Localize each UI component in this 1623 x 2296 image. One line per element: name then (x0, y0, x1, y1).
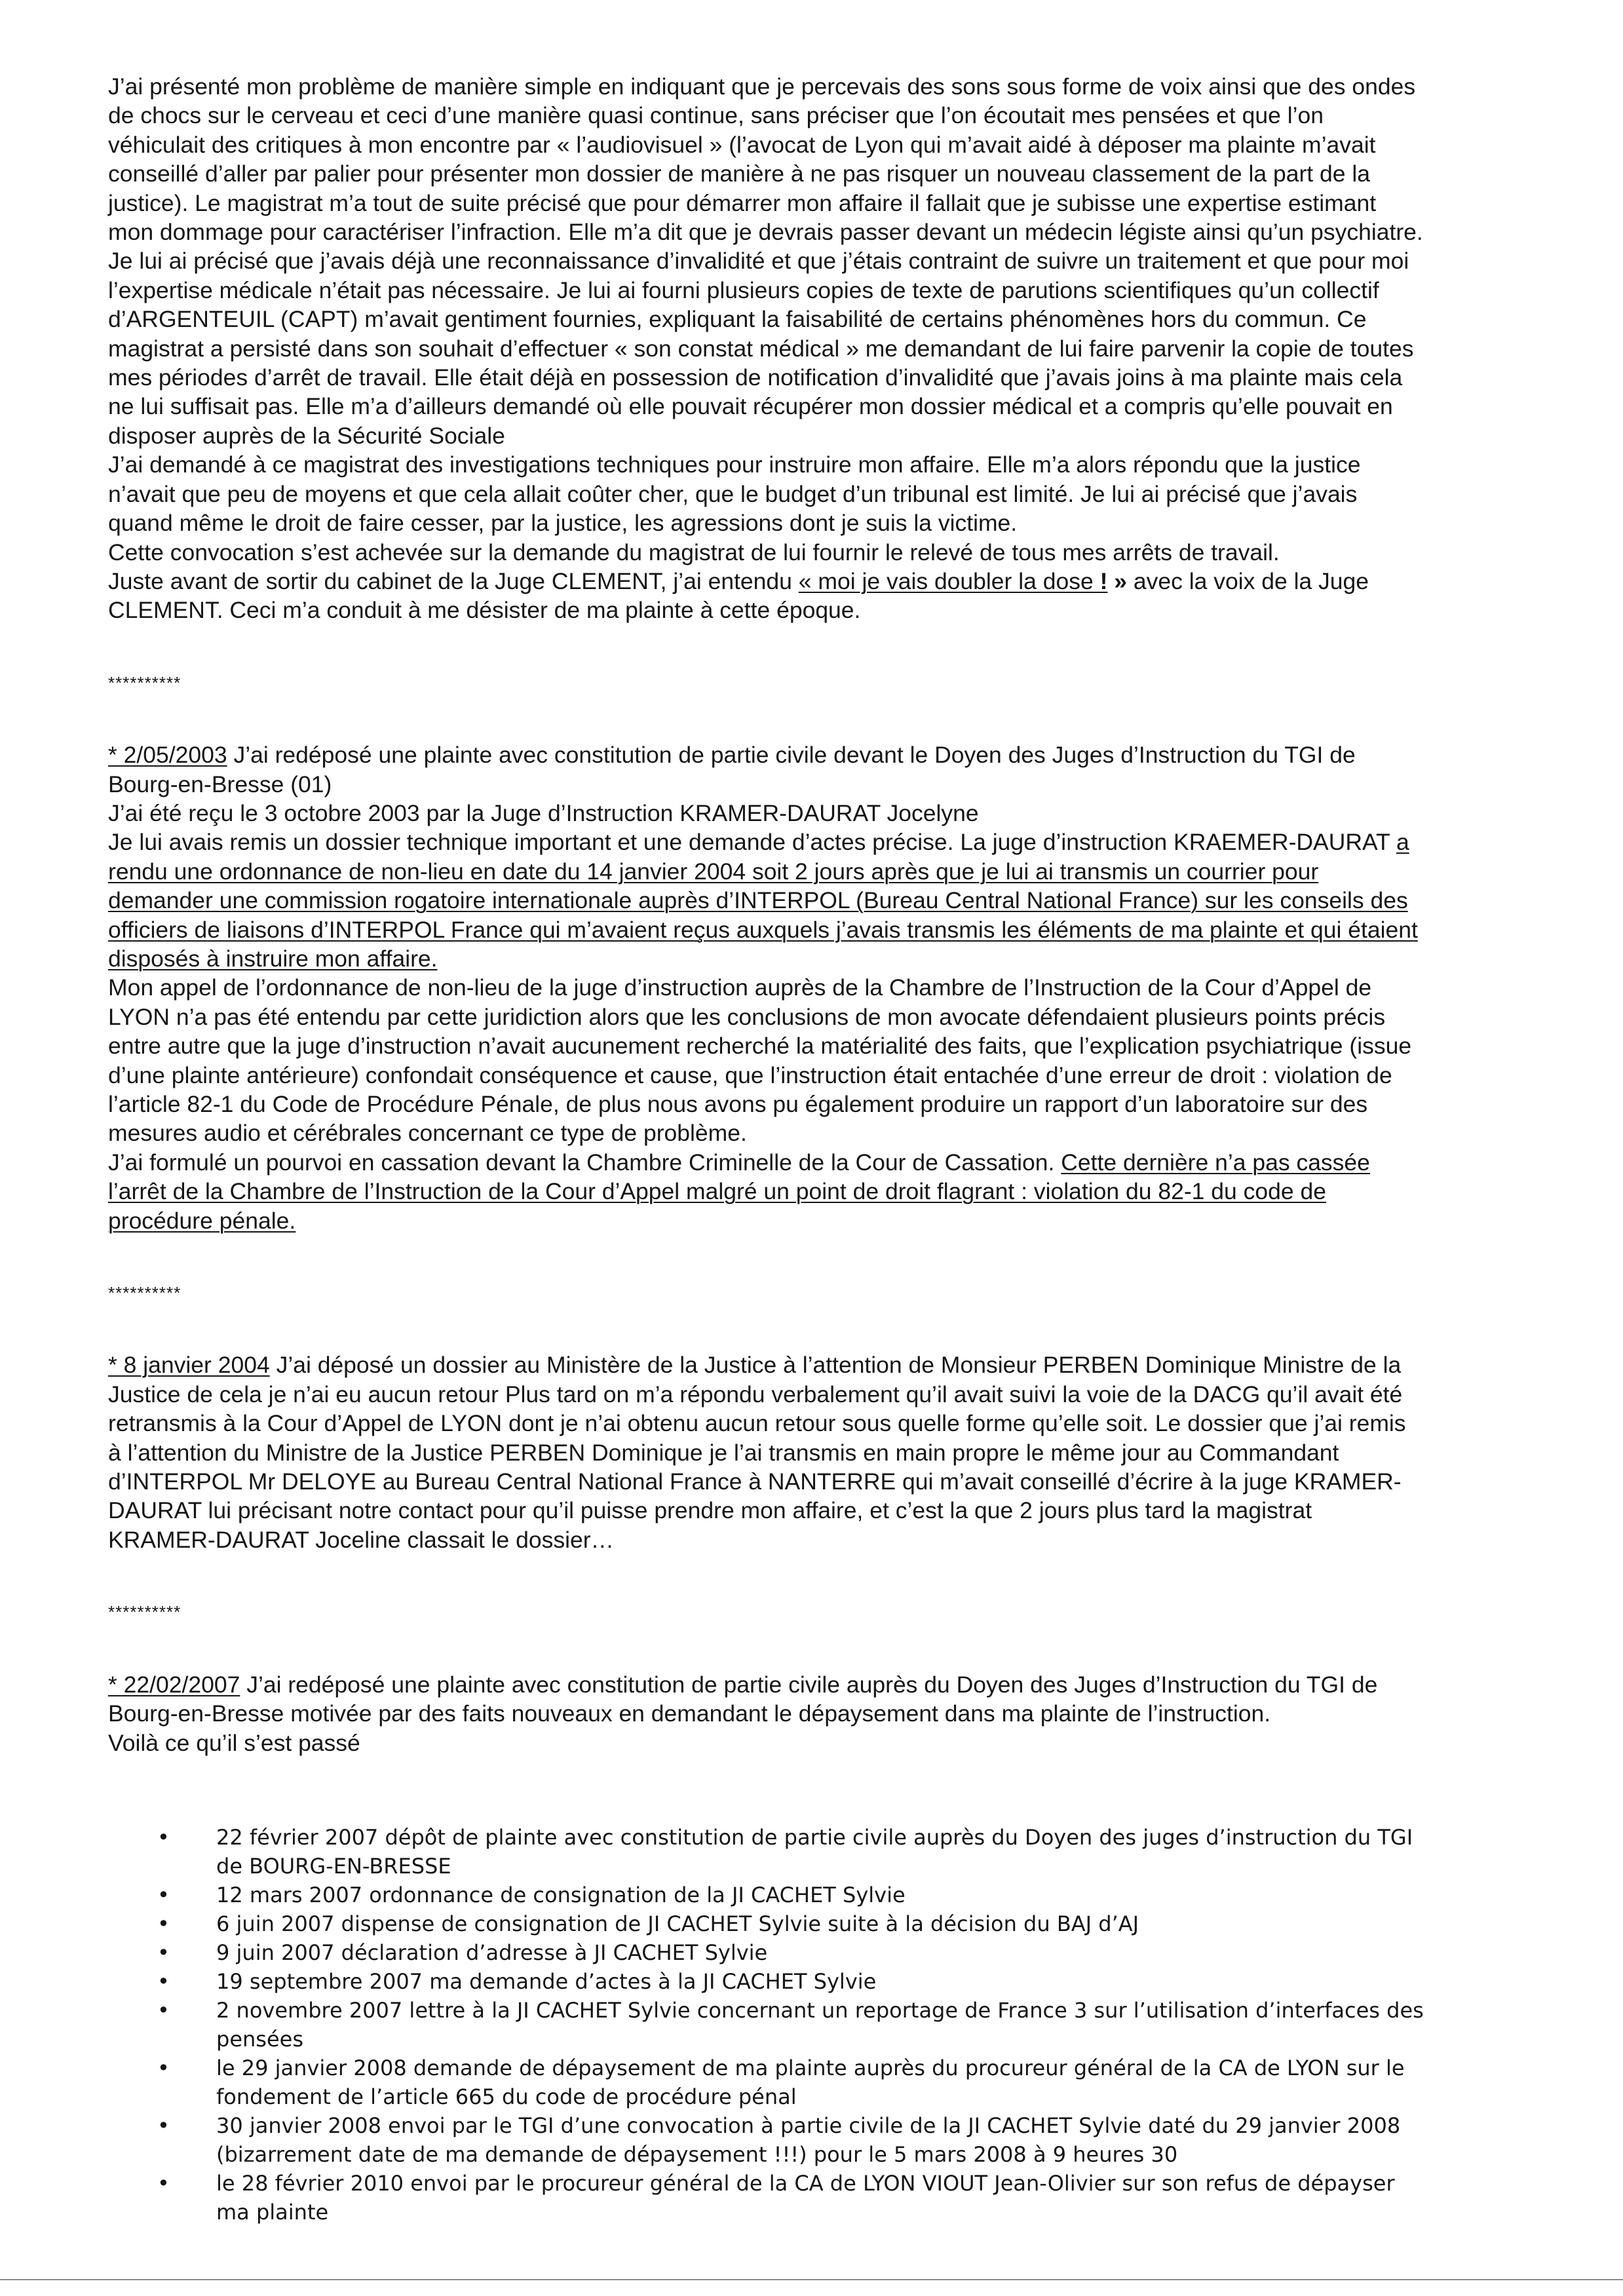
judge-quote (799, 568, 1108, 594)
section-2004 (108, 1350, 1425, 1554)
intro-p4-before: Juste avant de sortir du cabinet de la Juge CLEMENT, j’ai entendu (108, 567, 799, 594)
separator-1: ********** (108, 672, 181, 693)
list-item: • le 28 février 2010 envoi par le procureur général de la CA de LYON VIOUT Jean-Olivier sur son refus de dépayser ma plainte (157, 2169, 1425, 2227)
section-2003-cassation (108, 1148, 1425, 1235)
intro-paragraph-3: Cette convocation s’est achevée sur la demande du magistrat de lui fournir le relevé de tous mes arrêts de travail. (108, 539, 1280, 565)
judge-quote-exclamation: ! (1099, 567, 1108, 594)
section-2003-intro (108, 740, 1425, 799)
section-2003-nonlieu-underlined: a rendu une ordonnance de non-lieu en date du 14 janvier 2004 soit 2 jours après que je lui ai transmis un courrier pour demander une commission rogatoire internationale auprès d’INTERPOL (Bureau Central National France) sur les conseils des officiers de liaisons d’INTERPOL France qui m’avaient reçus auxquels j’avais transmis les éléments de ma plainte et qui étaient disposés à instruire mon affaire. (108, 829, 1418, 972)
judge-quote-close: » (1107, 567, 1128, 594)
date-2-05-2003: * 2/05/2003 (108, 742, 227, 769)
list-item: • 30 janvier 2008 envoi par le TGI d’une convocation à partie civile de la JI CACHET Sylvie daté du 29 janvier 2008 (bizarrement date de ma demande de dépaysement !!!) pour le 5 mars 2008 à 9 heures 30 (157, 2111, 1425, 2169)
intro-p4-after: avec la voix de la Juge CLEMENT. Ceci m’a conduit à me désister de ma plainte à cette époque. (108, 567, 1369, 624)
section-2003-cassation-text: J’ai formulé un pourvoi en cassation devant la Chambre Criminelle de la Cour de Cassation. (108, 1149, 1061, 1176)
document-page (108, 72, 1425, 2227)
list-item: • 22 février 2007 dépôt de plainte avec constitution de partie civile auprès du Doyen des juges d’instruction du TGI de BOURG-EN-BRESSE (157, 1823, 1425, 1881)
bottom-scan-edge (0, 2279, 1623, 2280)
list-item: • 6 juin 2007 dispense de consignation de JI CACHET Sylvie suite à la décision du BAJ d’AJ (157, 1909, 1425, 1938)
separator-2: ********** (108, 1283, 181, 1303)
list-item: • le 29 janvier 2008 demande de dépaysement de ma plainte auprès du procureur général de la CA de LYON sur le fondement de l’article 665 du code de procédure pénal (157, 2054, 1425, 2111)
section-2003-cassation-underlined: Cette dernière n’a pas cassée l’arrêt de la Chambre de l’Instruction de la Cour d’Appel malgré un point de droit flagrant : violation du 82-1 du code de procédure pénale. (108, 1149, 1370, 1234)
separator-3: ********** (108, 1602, 181, 1622)
section-2004-text: J’ai déposé un dossier au Ministère de la Justice à l’attention de Monsieur PERBEN Dominique Ministre de la Justice de cela je n’ai eu aucun retour Plus tard on m’a répondu verbalement qu’il avait suivi la voie de la DACG qu’il avait été retransmis à la Cour d’Appel de LYON dont je n’ai obtenu aucun retour sous quelle forme qu’elle soit. Le dossier que j’ai remis à l’attention du Ministre de la Justice PERBEN Dominique je l’ai transmis en main propre le même jour au Commandant d’INTERPOL Mr DELOYE au Bureau Central National France à NANTERRE qui m’avait conseillé d’écrire à la juge KRAMER-DAURAT lui précisant notre contact pour qu’il puisse prendre mon affaire, et c’est la que 2 jours plus tard la magistrat KRAMER-DAURAT Joceline classait le dossier… (108, 1352, 1406, 1553)
section-2003-appeal: Mon appel de l’ordonnance de non-lieu de la juge d’instruction auprès de la Chambre de l’Instruction de la Cour d’Appel de LYON n’a pas été entendu par cette juridiction alors que les conclusions de mon avocate défendaient plusieurs points précis entre autre que la juge d’instruction n’avait aucunement recherché la matérialité des faits, que l’explication psychiatrique (issue d’une plainte antérieure) confondait conséquence et cause, que l’instruction était entachée d’une erreur de droit : violation de l’article 82-1 du Code de Procédure Pénale, de plus nous avons pu également produire un rapport d’un laboratoire sur des mesures audio et cérébrales concernant ce type de problème. (108, 974, 1412, 1147)
list-item: • 9 juin 2007 déclaration d’adresse à JI CACHET Sylvie (157, 1938, 1425, 1967)
section-2003-dossier-text: Je lui avais remis un dossier technique important et une demande d’actes précise. La juge d’instruction KRAEMER-DAURAT (108, 829, 1396, 856)
list-item: • 19 septembre 2007 ma demande d’actes à la JI CACHET Sylvie (157, 1967, 1425, 1996)
events-list (108, 1823, 1425, 2227)
section-2003-dossier (108, 828, 1425, 973)
intro-paragraph-1: J’ai présenté mon problème de manière simple en indiquant que je percevais des sons sous forme de voix ainsi que des ondes de chocs sur le cerveau et ceci d’une manière quasi continue, sans préciser que l’on écoutait mes pensées et que l’on véhiculait des critiques à mon encontre par « l’audiovisuel » (l’avocat de Lyon qui m’avait aidé à déposer ma plainte m’avait conseillé d’aller par palier pour présenter mon dossier de manière à ne pas risquer un nouveau classement de la part de la justice). Le magistrat m’a tout de suite précisé que pour démarrer mon affaire il fallait que je subisse une expertise estimant mon dommage pour caractériser l’infraction. Elle m’a dit que je devrais passer devant un médecin légiste ainsi qu’un psychiatre. Je lui ai précisé que j’avais déjà une reconnaissance d’invalidité et que j’étais contraint de suivre un traitement et que pour moi l’expertise médicale n’était pas nécessaire. Je lui ai fourni plusieurs copies de texte de parutions scientifiques qu’un collectif d’ARGENTEUIL (CAPT) m’avait gentiment fournies, expliquant la faisabilité de certains phénomènes hors du commun. Ce magistrat a persisté dans son souhait d’effectuer « son constat médical » me demandant de lui faire parvenir la copie de toutes mes périodes d’arrêt de travail. Elle était déjà en possession de notification d’invalidité que j’avais joins à ma plainte mais cela ne lui suffisait pas. Elle m’a d’ailleurs demandé où elle pouvait récupérer mon dossier médical et a compris qu’elle pouvait en disposer auprès de la Sécurité Sociale (108, 73, 1423, 449)
date-8-janvier-2004: * 8 janvier 2004 (108, 1352, 270, 1379)
section-2003-line2: J’ai été reçu le 3 octobre 2003 par la Juge d’Instruction KRAMER-DAURAT Jocelyne (108, 799, 979, 826)
intro-paragraph-4 (108, 567, 1425, 625)
list-item: • 2 novembre 2007 lettre à la JI CACHET Sylvie concernant un reportage de France 3 sur l’utilisation d’interfaces des pensées (157, 1996, 1425, 2054)
date-22-02-2007: * 22/02/2007 (108, 1671, 240, 1698)
section-2007 (108, 1670, 1425, 1729)
section-2007-text: J’ai redéposé une plainte avec constitution de partie civile auprès du Doyen des Juges d’Instruction du TGI de Bourg-en-Bresse motivée par des faits nouveaux en demandant le dépaysement dans ma plainte de l’instruction. (108, 1671, 1378, 1727)
section-2003-line1: J’ai redéposé une plainte avec constitution de partie civile devant le Doyen des Juges d’Instruction du TGI de Bourg-en-Bresse (01) (108, 742, 1356, 797)
judge-quote-text: « moi je vais doubler la dose (798, 567, 1100, 594)
list-item: • 12 mars 2007 ordonnance de consignation de la JI CACHET Sylvie (157, 1881, 1425, 1909)
voila-line: Voilà ce qu’il s’est passé (108, 1729, 360, 1756)
intro-paragraph-2: J’ai demandé à ce magistrat des investigations techniques pour instruire mon affaire. Elle m’a alors répondu que la justice n’avait que peu de moyens et que cela allait coûter cher, que le budget d’un tribunal est limité. Je lui ai précisé que j’avais quand même le droit de faire cesser, par la justice, les agressions dont je suis la victime. (108, 451, 1361, 537)
